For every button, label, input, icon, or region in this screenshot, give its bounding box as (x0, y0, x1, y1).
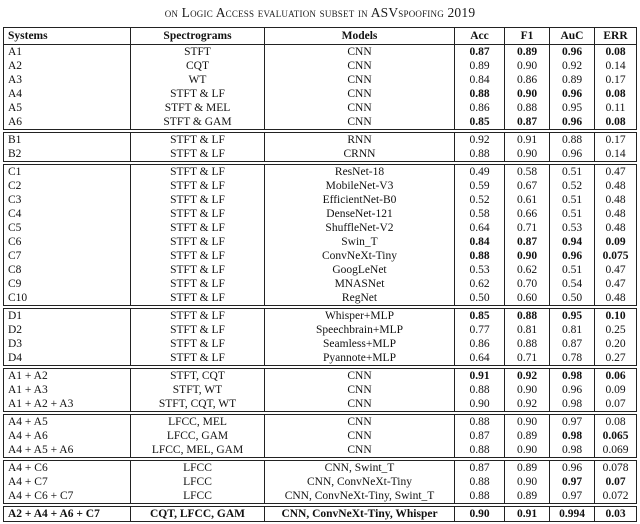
cell: 0.81 (505, 323, 550, 337)
cell: 0.90 (505, 59, 550, 73)
cell: CNN (265, 429, 455, 443)
table-row (4, 249, 637, 263)
cell: MNASNet (265, 277, 455, 291)
cell: A4 + C7 (8, 476, 48, 488)
cell: 0.90 (505, 413, 550, 429)
cell: CNN, ConvNeXt-Tiny (265, 475, 455, 489)
cell: STFT & LF (131, 263, 265, 277)
cell: A5 (8, 102, 23, 114)
cell: A1 + A2 (4, 367, 131, 383)
table-row (4, 429, 637, 443)
cell: 0.89 (505, 45, 550, 60)
cell: 0.98 (550, 367, 595, 383)
cell: 0.48 (595, 193, 637, 207)
cell: ConvNeXt-Tiny (265, 249, 455, 263)
cell: STFT & LF (131, 131, 265, 147)
group-a (4, 45, 637, 132)
cell: 0.97 (550, 413, 595, 429)
table-row (4, 505, 637, 523)
cell: MobileNet-V3 (265, 179, 455, 193)
cell: 0.77 (455, 323, 505, 337)
cell: CNN, ConvNeXt-Tiny, Swint_T (265, 489, 455, 505)
cell: 0.86 (505, 73, 550, 87)
table-row (4, 163, 637, 179)
column-header-systems: Systems (4, 28, 131, 45)
table-row (4, 87, 637, 101)
cell: Pyannote+MLP (265, 351, 455, 367)
cell: A4 + C6 + C7 (8, 490, 74, 502)
cell: 0.95 (550, 101, 595, 115)
cell: 0.51 (550, 207, 595, 221)
cell: 0.08 (595, 45, 637, 60)
cell: 0.14 (595, 147, 637, 163)
cell: 0.87 (455, 459, 505, 475)
cell: 0.09 (595, 235, 637, 249)
cell: STFT & LF (131, 323, 265, 337)
table-row (4, 489, 637, 505)
table-row (4, 475, 637, 489)
cell: 0.94 (550, 235, 595, 249)
cell: 0.60 (505, 291, 550, 307)
table-row (4, 115, 637, 131)
cell: CNN (265, 115, 455, 131)
cell: 0.92 (455, 131, 505, 147)
cell: 0.98 (550, 429, 595, 443)
cell: 0.92 (550, 59, 595, 73)
cell: 0.072 (595, 489, 637, 505)
cell: 0.27 (595, 351, 637, 367)
cell: LFCC, MEL, GAM (131, 443, 265, 459)
cell: CRNN (265, 147, 455, 163)
cell: STFT & LF (131, 163, 265, 179)
cell: A2 + A4 + A6 + C7 (4, 505, 131, 523)
column-header-spectrograms: Spectrograms (131, 28, 265, 45)
cell: 0.96 (550, 87, 595, 101)
cell: 0.20 (595, 337, 637, 351)
cell: CNN, ConvNeXt-Tiny, Whisper (265, 505, 455, 523)
fusion-a1 (4, 367, 637, 413)
cell: 0.62 (505, 263, 550, 277)
cell: 0.88 (455, 475, 505, 489)
cell: LFCC (131, 489, 265, 505)
cell: 0.06 (595, 367, 637, 383)
column-header-f1: F1 (505, 28, 550, 45)
cell: STFT & LF (131, 207, 265, 221)
cell: 0.03 (595, 505, 637, 523)
cell: 0.08 (595, 115, 637, 131)
cell: 0.71 (505, 221, 550, 235)
cell: 0.87 (455, 45, 505, 60)
cell: 0.53 (455, 263, 505, 277)
cell: 0.07 (595, 475, 637, 489)
cell: STFT & LF (131, 249, 265, 263)
cell: 0.90 (505, 383, 550, 397)
cell: STFT & LF (131, 351, 265, 367)
cell: C9 (8, 278, 22, 290)
cell: Swin_T (265, 235, 455, 249)
cell: 0.994 (550, 505, 595, 523)
cell: 0.47 (595, 277, 637, 291)
cell: 0.96 (550, 147, 595, 163)
cell: 0.64 (455, 351, 505, 367)
cell: LFCC, MEL (131, 413, 265, 429)
cell: 0.49 (455, 163, 505, 179)
table-row (4, 323, 637, 337)
cell: 0.81 (550, 323, 595, 337)
fusion-a4-c (4, 459, 637, 505)
cell: ResNet-18 (265, 163, 455, 179)
cell: STFT & LF (131, 87, 265, 101)
cell: CNN (265, 87, 455, 101)
cell: 0.84 (455, 73, 505, 87)
cell: 0.14 (595, 59, 637, 73)
cell: A4 + C6 (4, 459, 131, 475)
cell: 0.88 (505, 307, 550, 323)
cell: 0.10 (595, 307, 637, 323)
cell: STFT, CQT (131, 367, 265, 383)
cell: 0.59 (455, 179, 505, 193)
table-row (4, 291, 637, 307)
cell: WT (131, 73, 265, 87)
cell: STFT & LF (131, 235, 265, 249)
table-row (4, 73, 637, 87)
cell: 0.88 (455, 489, 505, 505)
cell: RegNet (265, 291, 455, 307)
cell: STFT & LF (131, 221, 265, 235)
fusion-a4 (4, 413, 637, 459)
cell: 0.91 (505, 505, 550, 523)
cell: 0.88 (455, 443, 505, 459)
cell: 0.08 (595, 413, 637, 429)
cell: STFT & GAM (131, 115, 265, 131)
cell: ShuffleNet-V2 (265, 221, 455, 235)
cell: 0.87 (550, 337, 595, 351)
cell: 0.89 (550, 73, 595, 87)
cell: 0.90 (455, 505, 505, 523)
cell: D2 (8, 324, 23, 336)
cell: D3 (8, 338, 23, 350)
cell: 0.88 (455, 413, 505, 429)
cell: 0.90 (505, 443, 550, 459)
cell: STFT (131, 45, 265, 60)
cell: 0.91 (505, 131, 550, 147)
cell: 0.51 (550, 263, 595, 277)
cell: 0.52 (550, 179, 595, 193)
cell: 0.50 (455, 291, 505, 307)
cell: 0.98 (550, 397, 595, 413)
cell: D4 (8, 352, 23, 364)
cell: 0.78 (550, 351, 595, 367)
cell: CNN (265, 397, 455, 413)
cell: 0.51 (550, 193, 595, 207)
table-row (4, 459, 637, 475)
cell: D1 (4, 307, 131, 323)
table-row (4, 235, 637, 249)
cell: 0.86 (455, 337, 505, 351)
cell: C8 (8, 264, 22, 276)
cell: A2 (8, 60, 23, 72)
cell: 0.64 (455, 221, 505, 235)
cell: A4 (8, 88, 23, 100)
cell: CNN (265, 73, 455, 87)
table-row (4, 337, 637, 351)
table-row (4, 443, 637, 459)
cell: CNN (265, 413, 455, 429)
cell: 0.88 (455, 383, 505, 397)
cell: STFT & LF (131, 291, 265, 307)
cell: A6 (8, 116, 23, 128)
table-row (4, 59, 637, 73)
cell: CNN (265, 45, 455, 60)
cell: DenseNet-121 (265, 207, 455, 221)
cell: 0.075 (595, 249, 637, 263)
cell: 0.25 (595, 323, 637, 337)
cell: GoogLeNet (265, 263, 455, 277)
cell: 0.87 (505, 115, 550, 131)
table-row (4, 351, 637, 367)
cell: 0.89 (505, 489, 550, 505)
cell: CNN (265, 101, 455, 115)
group-c (4, 163, 637, 307)
cell: 0.48 (595, 207, 637, 221)
cell: 0.96 (550, 383, 595, 397)
cell: 0.92 (505, 397, 550, 413)
cell: 0.08 (595, 87, 637, 101)
cell: 0.97 (550, 475, 595, 489)
cell: 0.86 (455, 101, 505, 115)
cell: 0.58 (455, 207, 505, 221)
cell: CQT (131, 59, 265, 73)
cell: 0.97 (550, 489, 595, 505)
cell: C10 (8, 292, 28, 304)
cell: 0.07 (595, 397, 637, 413)
cell: LFCC (131, 459, 265, 475)
column-header-acc: Acc (455, 28, 505, 45)
cell: 0.51 (550, 163, 595, 179)
cell: A1 + A2 + A3 (8, 398, 74, 410)
cell: 0.17 (595, 131, 637, 147)
cell: CNN (265, 367, 455, 383)
column-header-models: Models (265, 28, 455, 45)
cell: 0.88 (505, 101, 550, 115)
cell: 0.84 (455, 235, 505, 249)
cell: 0.96 (550, 45, 595, 60)
cell: 0.62 (455, 277, 505, 291)
cell: C2 (8, 180, 22, 192)
cell: 0.90 (505, 249, 550, 263)
cell: 0.89 (505, 429, 550, 443)
cell: STFT & LF (131, 147, 265, 163)
cell: Speechbrain+MLP (265, 323, 455, 337)
cell: 0.98 (550, 443, 595, 459)
table-row (4, 383, 637, 397)
cell: 0.89 (455, 59, 505, 73)
cell: 0.96 (550, 459, 595, 475)
cell: 0.85 (455, 307, 505, 323)
cell: 0.48 (595, 221, 637, 235)
cell: Whisper+MLP (265, 307, 455, 323)
cell: 0.54 (550, 277, 595, 291)
table-row (4, 307, 637, 323)
cell: 0.58 (505, 163, 550, 179)
cell: 0.47 (595, 263, 637, 277)
cell: A3 (8, 74, 23, 86)
cell: 0.078 (595, 459, 637, 475)
cell: 0.069 (595, 443, 637, 459)
cell: CNN (265, 383, 455, 397)
cell: LFCC (131, 475, 265, 489)
table-header (4, 28, 637, 45)
cell: A4 + A5 + A6 (8, 444, 74, 456)
cell: STFT & LF (131, 307, 265, 323)
table-row (4, 221, 637, 235)
cell: 0.87 (455, 429, 505, 443)
table-row (4, 277, 637, 291)
cell: STFT & LF (131, 277, 265, 291)
cell: C1 (4, 163, 131, 179)
cell: 0.09 (595, 383, 637, 397)
cell: 0.67 (505, 179, 550, 193)
cell: 0.065 (595, 429, 637, 443)
cell: B2 (8, 148, 22, 160)
cell: 0.48 (595, 179, 637, 193)
cell: 0.90 (455, 397, 505, 413)
final-fusion (4, 505, 637, 523)
cell: 0.53 (550, 221, 595, 235)
table-row (4, 147, 637, 163)
cell: CNN, Swint_T (265, 459, 455, 475)
table-row (4, 45, 637, 60)
cell: 0.88 (455, 147, 505, 163)
table-row (4, 179, 637, 193)
cell: 0.90 (505, 147, 550, 163)
cell: CNN (265, 443, 455, 459)
cell: C4 (8, 208, 22, 220)
cell: RNN (265, 131, 455, 147)
cell: 0.91 (455, 367, 505, 383)
cell: 0.47 (595, 163, 637, 179)
cell: 0.50 (550, 291, 595, 307)
cell: Seamless+MLP (265, 337, 455, 351)
group-d (4, 307, 637, 367)
cell: LFCC, GAM (131, 429, 265, 443)
cell: 0.11 (595, 101, 637, 115)
cell: 0.66 (505, 207, 550, 221)
cell: 0.92 (505, 367, 550, 383)
cell: C3 (8, 194, 22, 206)
cell: C6 (8, 236, 22, 248)
cell: STFT, WT (131, 383, 265, 397)
cell: STFT, CQT, WT (131, 397, 265, 413)
table-row (4, 263, 637, 277)
cell: 0.17 (595, 73, 637, 87)
group-b (4, 131, 637, 163)
cell: 0.96 (550, 115, 595, 131)
cell: 0.90 (505, 475, 550, 489)
cell: 0.88 (455, 87, 505, 101)
column-header-err: ERR (595, 28, 637, 45)
table-row (4, 101, 637, 115)
cell: 0.48 (595, 291, 637, 307)
cell: CNN (265, 59, 455, 73)
cell: 0.89 (505, 459, 550, 475)
table-caption: on Logic Access evaluation subset in ASVspoofing 2019 (164, 5, 476, 20)
results-table (3, 27, 637, 524)
table-row (4, 193, 637, 207)
cell: 0.70 (505, 277, 550, 291)
cell: 0.90 (505, 87, 550, 101)
table-row (4, 207, 637, 221)
cell: CQT, LFCC, GAM (131, 505, 265, 523)
cell: 0.88 (455, 249, 505, 263)
cell: 0.88 (550, 131, 595, 147)
cell: EfficientNet-B0 (265, 193, 455, 207)
column-header-auc: AuC (550, 28, 595, 45)
cell: A1 (8, 46, 23, 58)
header-row (4, 28, 637, 45)
table-row (4, 367, 637, 383)
table-row (4, 131, 637, 147)
cell: C7 (8, 250, 22, 262)
cell: STFT & LF (131, 337, 265, 351)
cell: 0.52 (455, 193, 505, 207)
cell: A4 + A5 (4, 413, 131, 429)
cell: STFT & LF (131, 179, 265, 193)
cell: 0.85 (455, 115, 505, 131)
cell: 0.96 (550, 249, 595, 263)
cell: 0.61 (505, 193, 550, 207)
table-row (4, 413, 637, 429)
cell: 0.88 (505, 337, 550, 351)
table-row (4, 397, 637, 413)
cell: STFT & MEL (131, 101, 265, 115)
cell: 0.87 (505, 235, 550, 249)
cell: A1 + A3 (8, 384, 48, 396)
cell: 0.95 (550, 307, 595, 323)
cell: B1 (4, 131, 131, 147)
cell: 0.71 (505, 351, 550, 367)
cell: STFT & LF (131, 193, 265, 207)
cell: A4 + A6 (8, 430, 48, 442)
cell: C5 (8, 222, 22, 234)
